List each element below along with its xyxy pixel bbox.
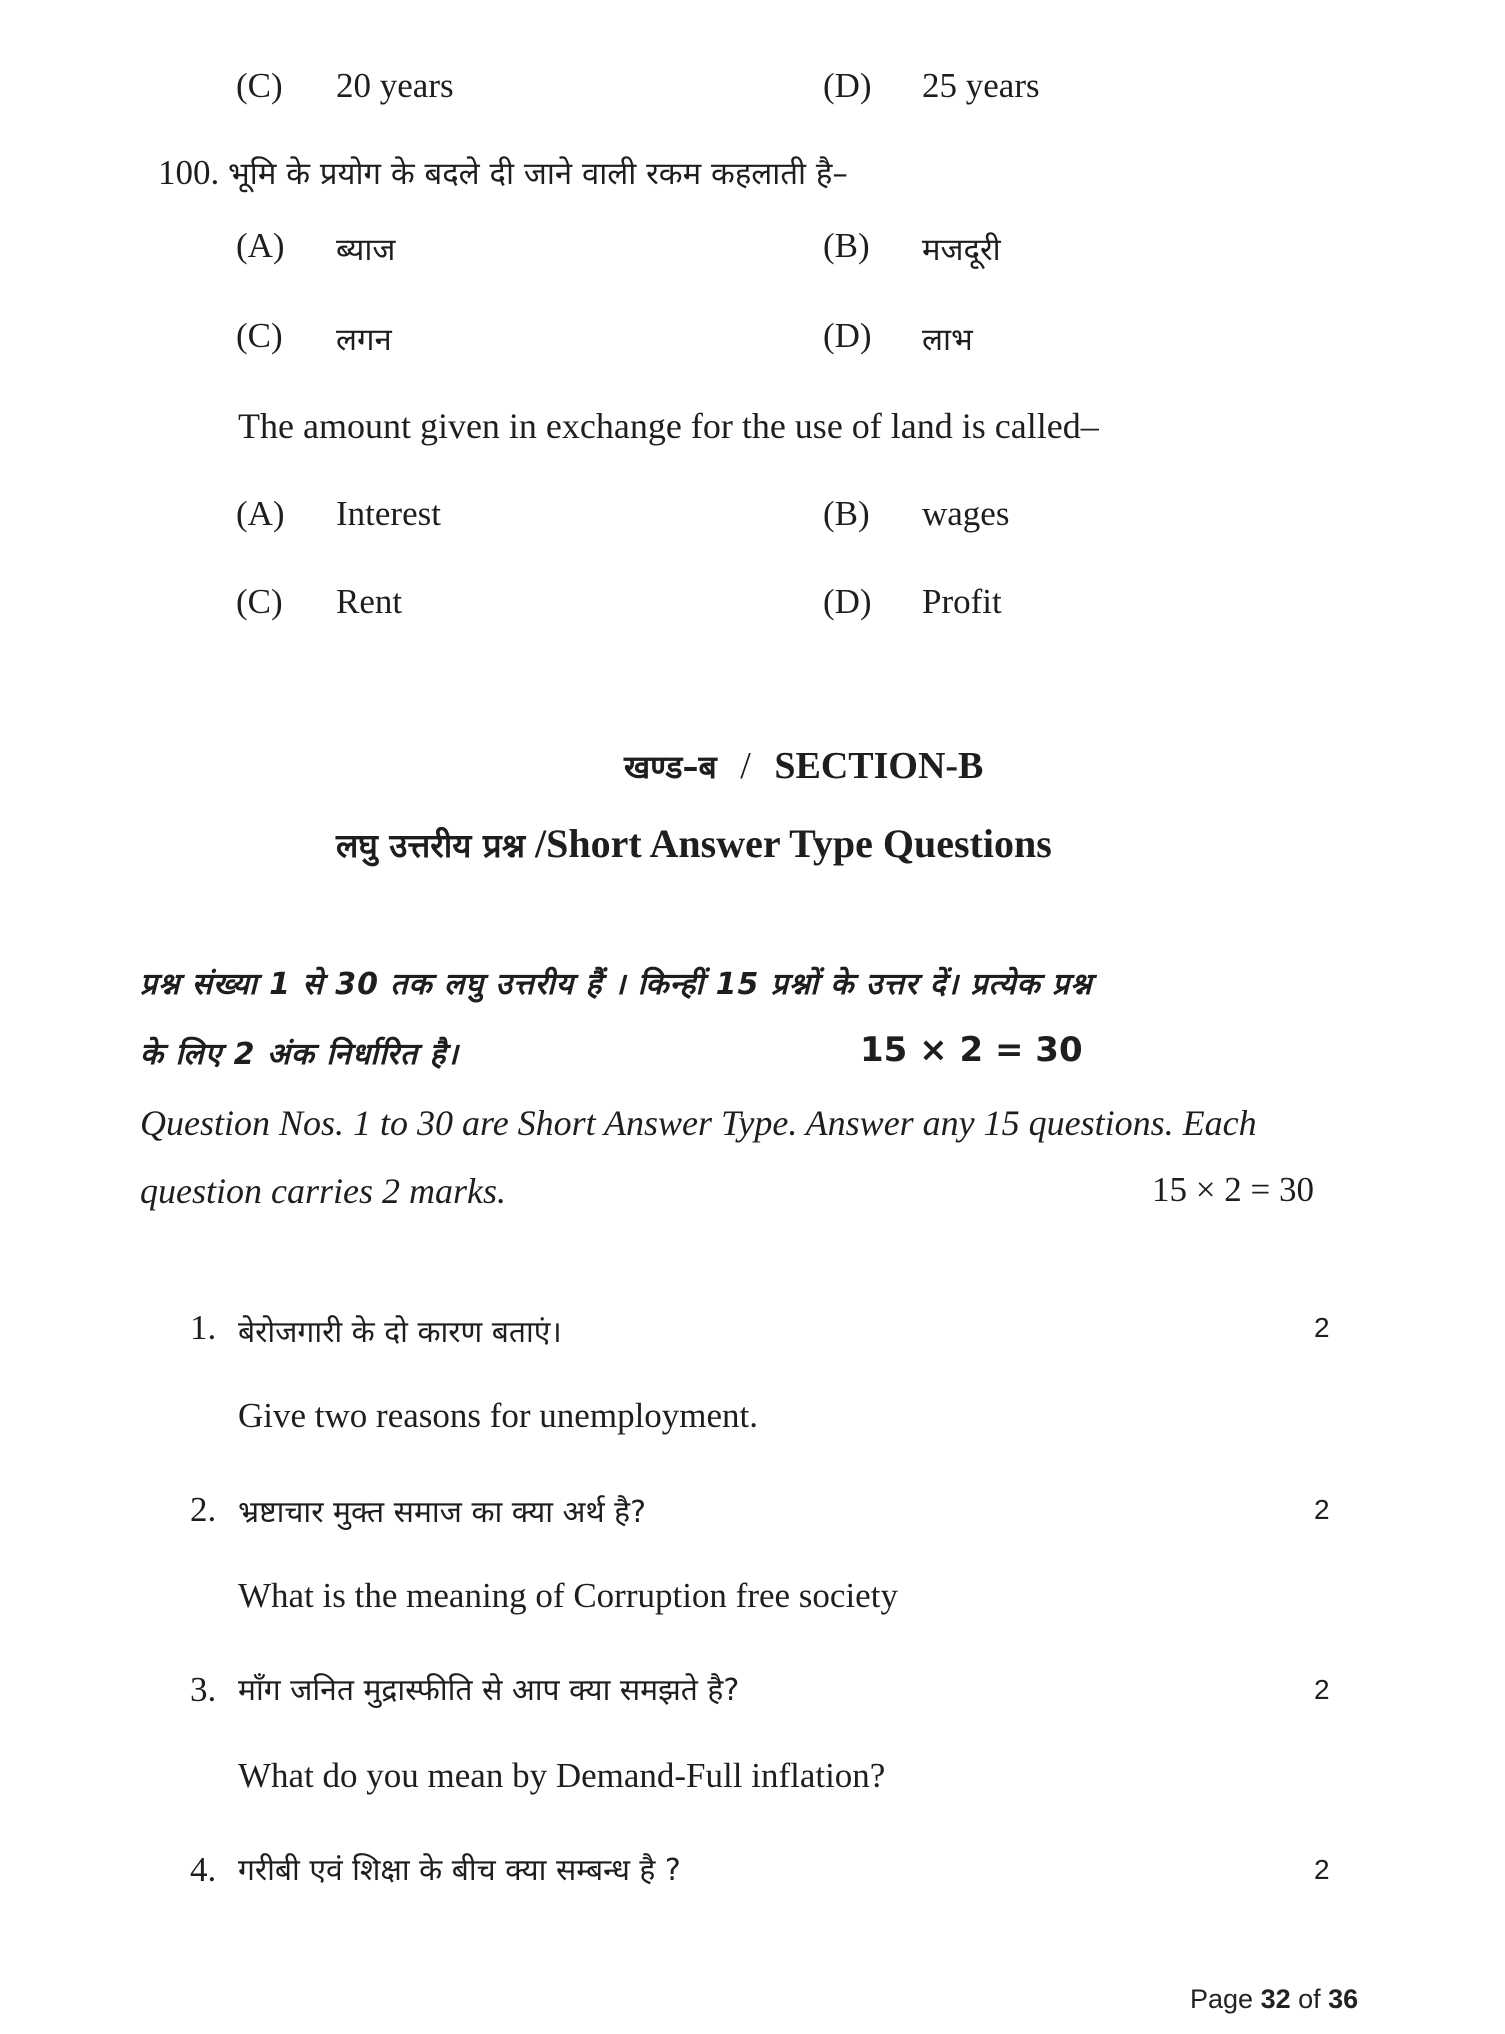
section-subtitle-english: /Short Answer Type Questions	[535, 821, 1052, 866]
question-text-hindi: भ्रष्टाचार मुक्त समाज का क्या अर्थ है?	[238, 1495, 647, 1530]
question-text-hindi: बेरोजगारी के दो कारण बताएं।	[238, 1315, 562, 1350]
question-number: 1.	[190, 1308, 217, 1347]
option-a-letter: (A)	[236, 494, 285, 533]
option-a-letter: (A)	[236, 226, 285, 265]
option-d-letter: (D)	[823, 582, 872, 621]
question-number: 3.	[190, 1670, 217, 1709]
question-number: 4.	[190, 1850, 217, 1889]
option-d-letter: (D)	[823, 66, 872, 105]
question-100-english: The amount given in exchange for the use of land is called–	[238, 406, 1099, 446]
question-number: 2.	[190, 1490, 217, 1529]
option-b-letter: (B)	[823, 494, 870, 533]
question-text-english: What is the meaning of Corruption free society	[238, 1576, 898, 1615]
instructions-english-line2: question carries 2 marks.	[140, 1171, 506, 1211]
instructions-english-line1: Question Nos. 1 to 30 are Short Answer Type. Answer any 15 questions. Each	[140, 1103, 1257, 1143]
option-b-letter: (B)	[823, 226, 870, 265]
option-d-letter: (D)	[823, 316, 872, 355]
option-c-text: लगन	[336, 322, 392, 358]
option-c-letter: (C)	[236, 66, 283, 105]
option-c-letter: (C)	[236, 582, 283, 621]
question-100-hindi	[158, 152, 848, 194]
question-text: भूमि के प्रयोग के बदले दी जाने वाली रकम कहलाती है–	[228, 156, 848, 192]
option-a-text: ब्याज	[336, 232, 396, 268]
option-b-text: मजदूरी	[922, 232, 1001, 268]
option-b-text: wages	[922, 494, 1010, 533]
question-number: 100.	[158, 153, 220, 192]
instructions-english-marks: 15 × 2 = 30	[1152, 1170, 1314, 1209]
page-current: 32	[1260, 1984, 1291, 2014]
option-d-text: 25 years	[922, 66, 1040, 105]
page-total: 36	[1328, 1984, 1359, 2014]
question-marks: 2	[1314, 1312, 1330, 1343]
page-number	[1190, 1984, 1358, 2015]
section-subtitle	[336, 820, 1052, 867]
question-marks: 2	[1314, 1854, 1330, 1885]
instructions-hindi-marks: 15 × 2 = 30	[860, 1030, 1083, 1070]
page-middle: of	[1290, 1984, 1329, 2014]
instructions-hindi-line2: के लिए 2 अंक निर्धारित है।	[140, 1037, 459, 1072]
question-marks: 2	[1314, 1674, 1330, 1705]
page-prefix: Page	[1190, 1984, 1261, 2014]
option-d-text: Profit	[922, 582, 1002, 621]
section-title	[624, 744, 983, 788]
section-title-hindi: खण्ड–ब	[624, 748, 717, 786]
option-d-text: लाभ	[922, 322, 973, 358]
option-c-text: Rent	[336, 582, 403, 621]
option-c-text: 20 years	[336, 66, 454, 105]
question-text-english: What do you mean by Demand-Full inflation?	[238, 1756, 886, 1795]
instructions-hindi-line1: प्रश्न संख्या 1 से 30 तक लघु उत्तरीय हैं । किन्हीं 15 प्रश्नों के उत्तर दें। प्रत्येक प्रश्न	[140, 967, 1093, 1002]
option-c-letter: (C)	[236, 316, 283, 355]
question-text-english: Give two reasons for unemployment.	[238, 1396, 759, 1435]
question-marks: 2	[1314, 1494, 1330, 1525]
section-title-english: SECTION-B	[774, 745, 984, 787]
question-text-hindi: माँग जनित मुद्रास्फीति से आप क्या समझते है?	[238, 1673, 740, 1708]
section-subtitle-hindi: लघु उत्तरीय प्रश्न	[336, 826, 526, 865]
section-title-separator: /	[740, 745, 751, 787]
option-a-text: Interest	[336, 494, 441, 533]
question-text-hindi: गरीबी एवं शिक्षा के बीच क्या सम्बन्ध है ?	[238, 1853, 681, 1888]
